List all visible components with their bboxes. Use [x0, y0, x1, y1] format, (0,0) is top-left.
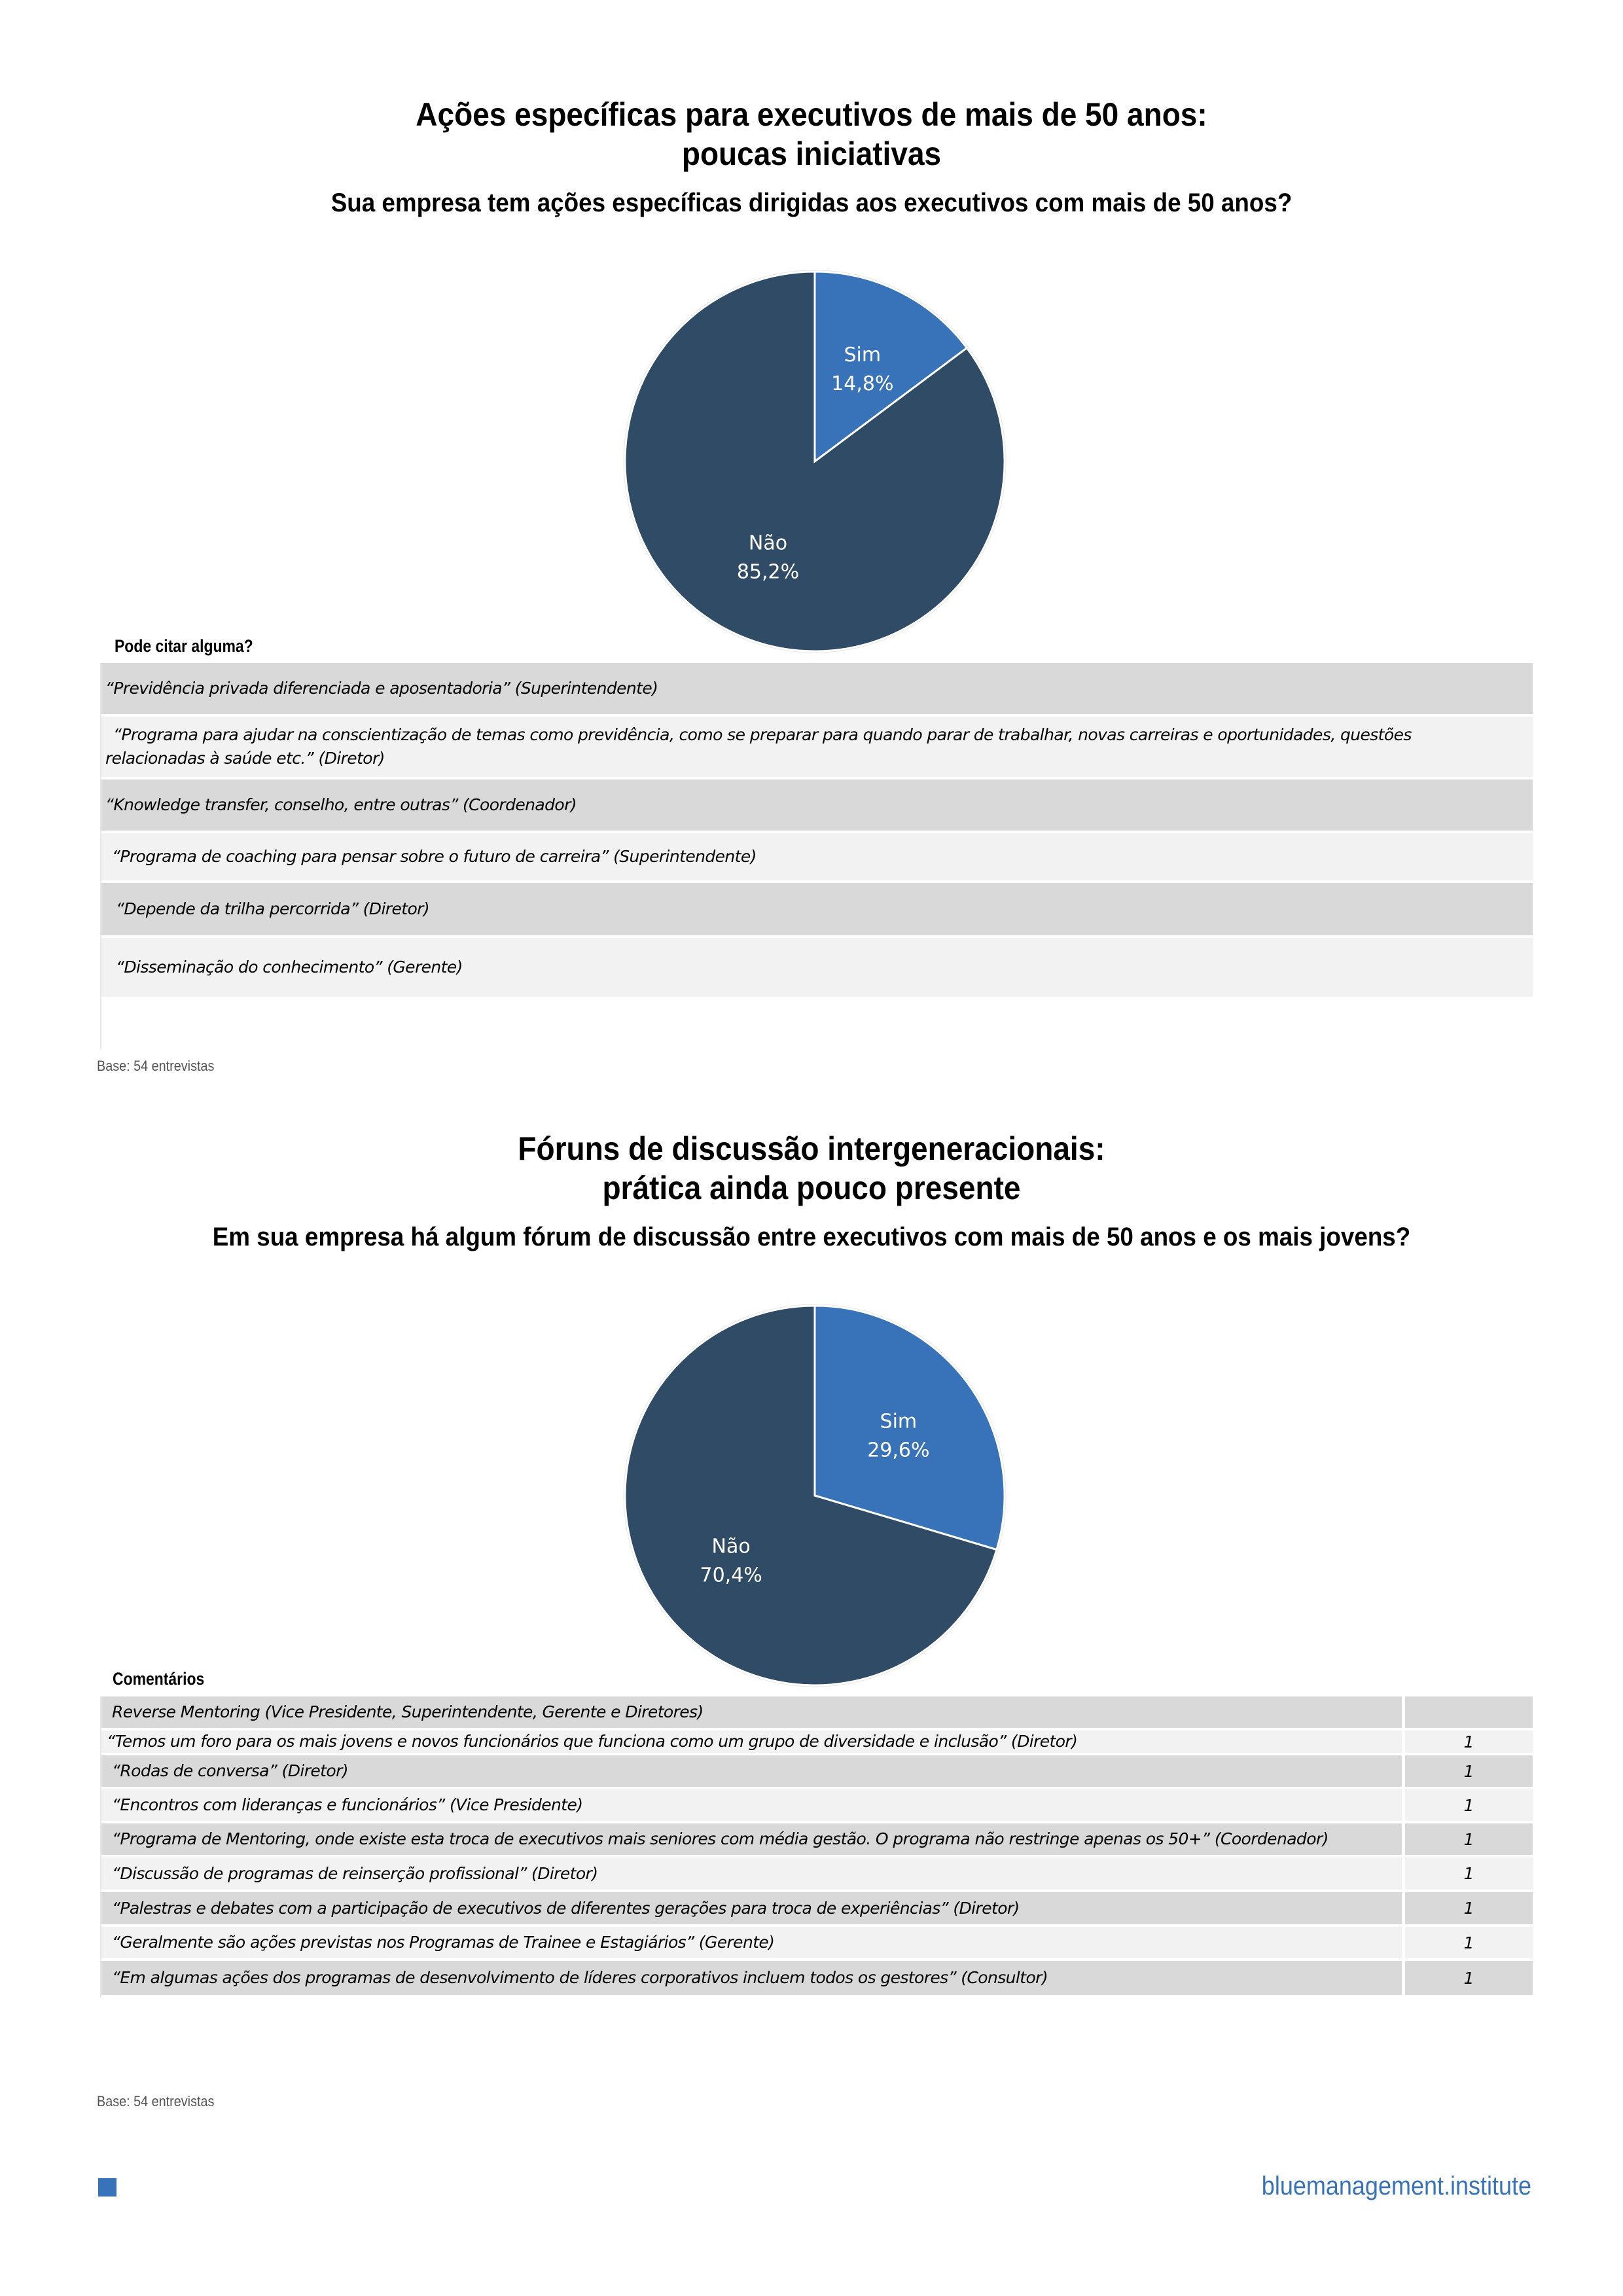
table-row — [101, 1927, 1533, 1961]
section1-title-line2: poucas iniciativas — [681, 135, 942, 172]
section2-question: Em sua empresa há algum fórum de discussão entre executivos com mais de 50 anos e os mais jovens? — [212, 1223, 1411, 1251]
quote-cell: “Programa para ajudar na conscientização de temas como previdência, como se preparar para quando parar de trabalhar, novas carreiras e oportunidades, questões relacionadas à saúde etc.” (Diretor) — [105, 725, 1412, 768]
count-cell: 1 — [1463, 1761, 1474, 1781]
comment-cell: “Encontros com lideranças e funcionários” (Vice Presidente) — [112, 1795, 583, 1814]
count-cell: 1 — [1463, 1829, 1474, 1849]
comment-cell: Reverse Mentoring (Vice Presidente, Superintendente, Gerente e Diretores) — [112, 1702, 704, 1721]
table-row — [101, 1857, 1533, 1892]
pie-value-nao: 85,2% — [736, 560, 800, 584]
table-row — [101, 663, 1533, 717]
pie-chart-actions — [618, 265, 1018, 658]
count-cell: 1 — [1463, 1864, 1474, 1883]
table-row — [101, 1696, 1533, 1731]
pie-label-sim: Sim — [880, 1410, 918, 1433]
pie-value-sim: 29,6% — [867, 1439, 930, 1462]
pie-value-nao: 70,4% — [700, 1564, 762, 1587]
pie-label-nao: Não — [711, 1535, 751, 1558]
table-row — [101, 1789, 1533, 1823]
count-cell: 1 — [1463, 1968, 1474, 1988]
section1-base-note: Base: 54 entrevistas — [97, 1058, 215, 1074]
comment-cell: “Programa de Mentoring, onde existe esta troca de executivos mais seniores com média gestão. O programa não restringe apenas os 50+” (Coordenador) — [112, 1829, 1329, 1848]
comment-cell: “Em algumas ações dos programas de desenvolvimento de líderes corporativos incluem todos os gestores” (Consultor) — [112, 1968, 1048, 1987]
section2-title-line1: Fóruns de discussão intergeneracionais: — [518, 1130, 1105, 1167]
table-row — [101, 1892, 1533, 1927]
quote-cell: “Depende da trilha percorrida” (Diretor) — [116, 899, 429, 918]
quote-cell: “Programa de coaching para pensar sobre o futuro de carreira” (Superintendente) — [112, 847, 757, 866]
quote-cell: “Knowledge transfer, conselho, entre outras” (Coordenador) — [105, 795, 577, 814]
section1-question: Sua empresa tem ações específicas dirigidas aos executivos com mais de 50 anos? — [330, 188, 1293, 217]
pie-label-nao: Não — [748, 531, 788, 555]
table-row — [101, 1755, 1533, 1789]
comment-cell: “Palestras e debates com a participação de executivos de diferentes gerações para troca de experiências” (Diretor) — [112, 1898, 1020, 1918]
table-row — [101, 1731, 1533, 1755]
pie-value-sim: 14,8% — [831, 372, 894, 395]
table-row — [101, 1823, 1533, 1857]
comment-cell: “Geralmente são ações previstas nos Programas de Trainee e Estagiários” (Gerente) — [112, 1933, 775, 1952]
pie-chart-forums — [618, 1299, 1018, 1692]
count-cell: 1 — [1463, 1732, 1474, 1751]
footer-brand-link[interactable]: bluemanagement.institute — [1261, 2172, 1531, 2200]
count-cell: 1 — [1463, 1899, 1474, 1918]
table-row — [101, 833, 1533, 883]
count-cell: 1 — [1463, 1795, 1474, 1815]
count-cell: 1 — [1463, 1933, 1474, 1952]
comment-cell: “Temos um foro para os mais jovens e novos funcionários que funciona como um grupo de diversidade e inclusão” (Diretor) — [107, 1732, 1078, 1751]
table-row — [101, 780, 1533, 833]
quote-cell: “Disseminação do conhecimento” (Gerente) — [116, 958, 463, 977]
comment-cell: “Rodas de conversa” (Diretor) — [112, 1761, 348, 1780]
quote-cell: “Previdência privada diferenciada e aposentadoria” (Superintendente) — [105, 679, 658, 698]
section1-table-caption: Pode citar alguma? — [115, 636, 253, 656]
table-row — [101, 1961, 1533, 1995]
table-row — [101, 883, 1533, 938]
section1-title-line1: Ações específicas para executivos de mais de 50 anos: — [416, 96, 1207, 133]
comment-cell: “Discussão de programas de reinserção profissional” (Diretor) — [112, 1863, 598, 1883]
section1-quotes-table — [100, 663, 1531, 1049]
section2-base-note: Base: 54 entrevistas — [97, 2093, 215, 2109]
section2-title-line2: prática ainda pouco presente — [602, 1170, 1021, 1206]
section2-table-caption: Comentários — [113, 1669, 205, 1689]
table-row — [101, 938, 1533, 997]
pie-label-sim: Sim — [844, 343, 882, 367]
section2-comments-table — [100, 1696, 1531, 1998]
table-row — [101, 717, 1533, 780]
brand-square-icon — [98, 2178, 116, 2197]
